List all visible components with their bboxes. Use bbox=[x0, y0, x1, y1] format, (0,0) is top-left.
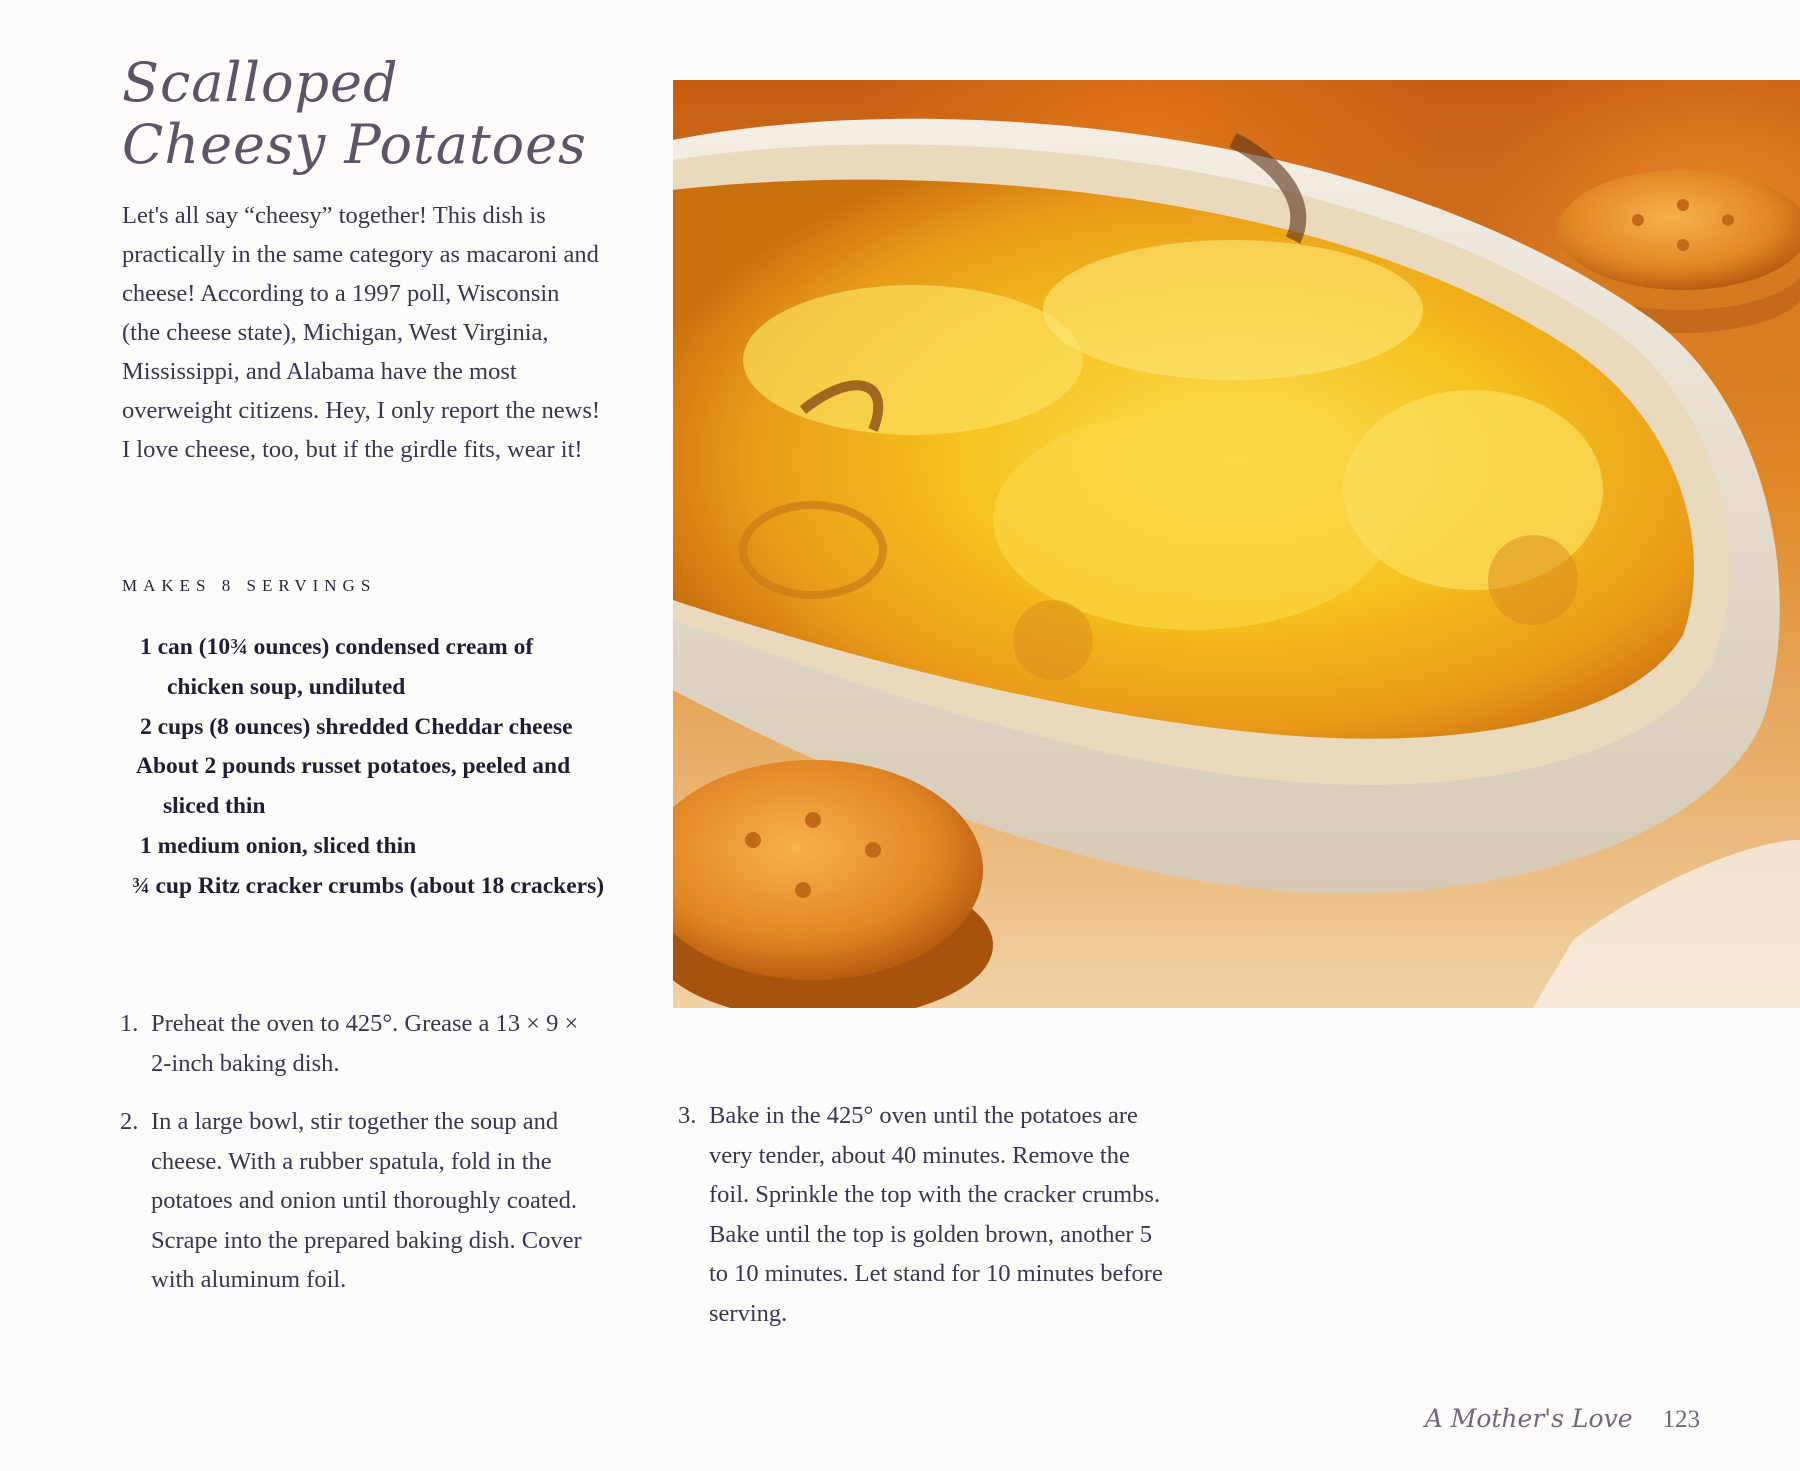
ingredient-item: About 2 pounds russet potatoes, peeled and sliced thin bbox=[136, 753, 571, 820]
step-number: 1. bbox=[120, 1010, 139, 1037]
step-number: 2. bbox=[120, 1108, 139, 1135]
instruction-step-3 bbox=[678, 1096, 1169, 1333]
casserole-photo bbox=[673, 80, 1800, 1008]
instruction-step-2 bbox=[120, 1102, 611, 1300]
recipe-title bbox=[122, 52, 642, 176]
recipe-title-line-2: Cheesy Potatoes bbox=[122, 113, 587, 176]
book-section-title: A Mother's Love bbox=[1424, 1404, 1633, 1433]
recipe-title-line-1: Scalloped bbox=[122, 51, 399, 114]
step-number: 3. bbox=[678, 1102, 697, 1129]
servings-label: MAKES 8 SERVINGS bbox=[122, 576, 377, 595]
recipe-intro: Let's all say “cheesy” together! This dish is practically in the same category as macaroni and cheese! According to a 1997 poll, Wisconsin (the cheese state), Michigan, West Virginia, Mississippi, and Alabama have the most overweight citizens. Hey, I only report the news! I love cheese, too, but if the girdle fits, wear it! bbox=[122, 202, 601, 463]
instruction-step-1 bbox=[120, 1004, 591, 1083]
step-text: In a large bowl, stir together the soup and cheese. With a rubber spatula, fold in the potatoes and onion until thoroughly coated. Scrape into the prepared baking dish. Cover with aluminum foil. bbox=[151, 1108, 582, 1293]
page-number: 123 bbox=[1662, 1406, 1700, 1433]
page-footer bbox=[1425, 1404, 1700, 1434]
step-text: Bake in the 425° oven until the potatoes are very tender, about 40 minutes. Remove the foil. Sprinkle the top with the cracker crumbs. Bake until the top is golden brown, another 5 to 10 minutes. Let stand for 10 minutes before serving. bbox=[709, 1102, 1163, 1327]
ingredient-list bbox=[132, 628, 610, 907]
ingredient-item: 1 can (10¾ ounces) condensed cream of chicken soup, undiluted bbox=[140, 634, 534, 700]
ingredient-item: 1 medium onion, sliced thin bbox=[140, 832, 417, 859]
ingredient-item: ¾ cup Ritz cracker crumbs (about 18 crackers) bbox=[132, 872, 605, 899]
step-text: Preheat the oven to 425°. Grease a 13 × 9 × 2-inch baking dish. bbox=[151, 1010, 579, 1077]
casserole-illustration bbox=[673, 80, 1800, 1008]
ingredient-item: 2 cups (8 ounces) shredded Cheddar cheese bbox=[140, 713, 573, 740]
